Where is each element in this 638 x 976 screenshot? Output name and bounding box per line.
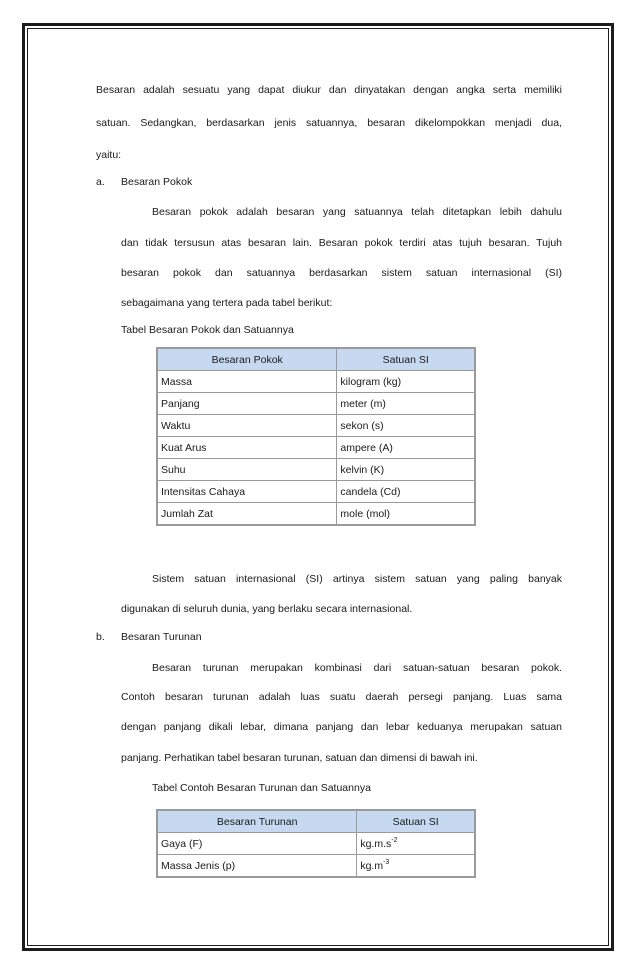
section-b-para-line-4: panjang. Perhatikan tabel besaran turunan, satuan dan dimensi di bawah ini. [121, 752, 478, 764]
column-header-unit: Satuan SI [357, 811, 475, 833]
unit-text: kg.m.s [360, 837, 392, 850]
intro-line-1: Besaran adalah sesuatu yang dapat diukur dan dinyatakan dengan angka serta memiliki [96, 84, 562, 96]
table-row [158, 437, 475, 459]
table-row [158, 503, 475, 525]
quantity-cell: Suhu [158, 459, 337, 481]
unit-cell: meter (m) [337, 393, 475, 415]
quantity-cell: Massa Jenis (p) [158, 855, 357, 877]
unit-exponent: -3 [383, 858, 390, 866]
section-a-para-line-2: dan tidak tersusun atas besaran lain. Besaran pokok terdiri atas tujuh besaran. Tujuh [121, 237, 562, 249]
quantity-cell: Gaya (F) [158, 833, 357, 855]
section-b-para-line-3: dengan panjang dikali lebar, dimana panjang dan lebar keduanya merupakan satuan [121, 721, 562, 733]
quantity-cell: Kuat Arus [158, 437, 337, 459]
quantity-cell: Massa [158, 371, 337, 393]
unit-cell: mole (mol) [337, 503, 475, 525]
section-a-para-line-4: sebagaimana yang tertera pada tabel berikut: [121, 297, 333, 309]
si-definition-line-2: digunakan di seluruh dunia, yang berlaku secara internasional. [121, 603, 413, 615]
table-2-caption: Tabel Contoh Besaran Turunan dan Satuannya [152, 782, 371, 794]
unit-cell [357, 833, 475, 855]
table-row [158, 459, 475, 481]
table-header-row [158, 811, 475, 833]
table-row [158, 481, 475, 503]
unit-cell: kilogram (kg) [337, 371, 475, 393]
si-definition-line-1: Sistem satuan internasional (SI) artinya sistem satuan yang paling banyak [152, 573, 562, 585]
section-a-marker: a. [96, 176, 105, 188]
table-header-row [158, 349, 475, 371]
column-header-quantity: Besaran Pokok [158, 349, 337, 371]
quantity-cell: Panjang [158, 393, 337, 415]
section-a-heading: Besaran Pokok [121, 176, 193, 188]
unit-cell: kelvin (K) [337, 459, 475, 481]
unit-text: kg.m [360, 859, 384, 872]
quantity-cell: Jumlah Zat [158, 503, 337, 525]
section-a-para-line-1: Besaran pokok adalah besaran yang satuannya telah ditetapkan lebih dahulu [152, 206, 562, 218]
table-row [158, 855, 475, 877]
section-b-marker: b. [96, 631, 105, 643]
table-row [158, 393, 475, 415]
table-1-caption: Tabel Besaran Pokok dan Satuannya [121, 324, 294, 336]
column-header-quantity: Besaran Turunan [158, 811, 357, 833]
derived-quantities-table [157, 810, 475, 877]
unit-cell: candela (Cd) [337, 481, 475, 503]
unit-cell [357, 855, 475, 877]
table-row [158, 371, 475, 393]
section-b-para-line-2: Contoh besaran turunan adalah luas suatu daerah persegi panjang. Luas sama [121, 691, 562, 703]
section-b-para-line-1: Besaran turunan merupakan kombinasi dari satuan-satuan besaran pokok. [152, 662, 562, 674]
intro-line-3: yaitu: [96, 149, 122, 161]
section-a-para-line-3: besaran pokok dan satuannya berdasarkan sistem satuan internasional (SI) [121, 267, 562, 279]
section-b-heading: Besaran Turunan [121, 631, 202, 643]
quantity-cell: Intensitas Cahaya [158, 481, 337, 503]
base-quantities-table [157, 348, 475, 525]
quantity-cell: Waktu [158, 415, 337, 437]
column-header-unit: Satuan SI [337, 349, 475, 371]
unit-exponent: -2 [391, 836, 398, 844]
table-row [158, 833, 475, 855]
intro-line-2: satuan. Sedangkan, berdasarkan jenis satuannya, besaran dikelompokkan menjadi dua, [96, 117, 562, 129]
unit-cell: sekon (s) [337, 415, 475, 437]
table-row [158, 415, 475, 437]
unit-cell: ampere (A) [337, 437, 475, 459]
